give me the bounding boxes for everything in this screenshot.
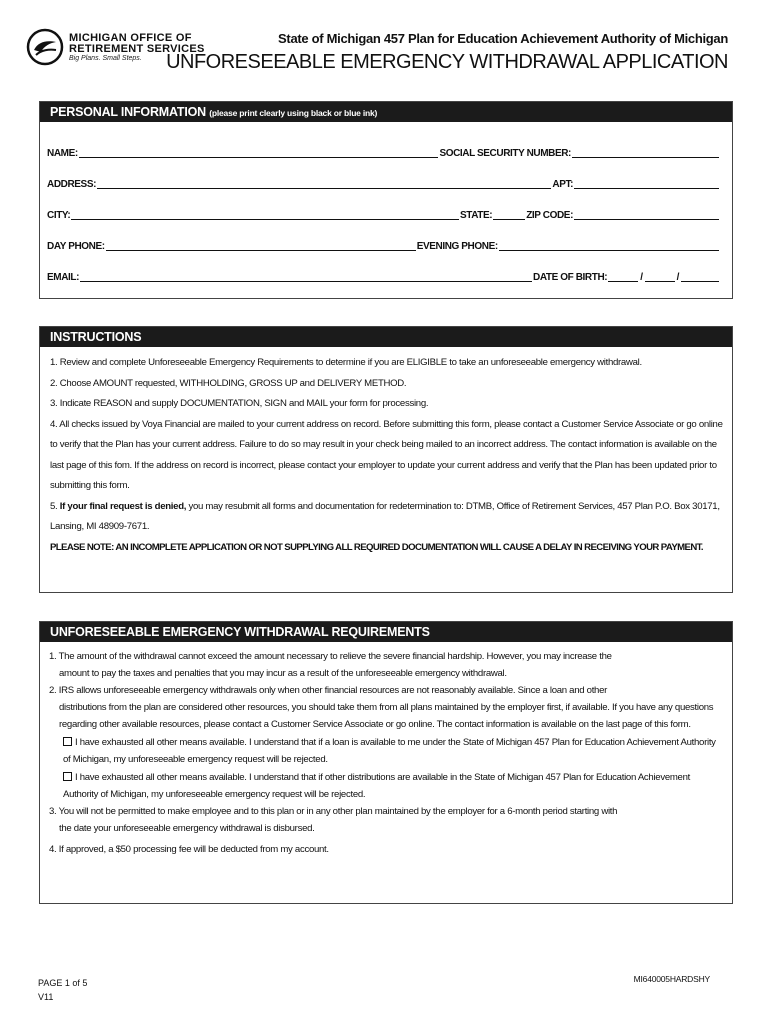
form-title: UNFORESEEABLE EMERGENCY WITHDRAWAL APPLICATION bbox=[166, 51, 728, 73]
dob-separator: / bbox=[640, 272, 643, 283]
city-label: CITY: bbox=[47, 210, 71, 221]
incomplete-application-note: PLEASE NOTE: AN INCOMPLETE APPLICATION OR NOT SUPPLYING ALL REQUIRED DOCUMENTATION WILL CAUSE A DELAY IN RECEIVING YOUR PAYMENT. bbox=[50, 541, 703, 553]
address-row bbox=[47, 177, 720, 191]
loan-exhausted-text: I have exhausted all other means available. I understand that if a loan is available to me under the State of Michigan 457 Plan for Education Achievement Authority of Michigan, my unforeseeable emergency request will be rejected. bbox=[63, 737, 716, 765]
requirement-item: 3. You will not be permitted to make employee and to this plan or in any other plan maintained by the employer for a 6-month period starting with bbox=[49, 806, 618, 817]
name-field[interactable] bbox=[79, 156, 439, 158]
requirement-item: 2. IRS allows unforeseeable emergency withdrawals only when other financial resources are not reasonably available. Since a loan and other bbox=[49, 685, 608, 696]
page-number: PAGE 1 of 5 bbox=[38, 978, 88, 988]
city-field[interactable] bbox=[71, 218, 459, 220]
requirement-item: 4. If approved, a $50 processing fee will be deducted from my account. bbox=[49, 844, 329, 855]
instructions-section bbox=[39, 326, 733, 593]
requirement-item-continued: distributions from the plan are considered other resources, you should take them from all plans maintained by the employer first, if available. If you have any questions regarding other available resources, please contact a Customer Service Associate or go online. The contact information is available on the last page of this form. bbox=[59, 702, 714, 730]
address-label: ADDRESS: bbox=[47, 179, 97, 190]
name-label: NAME: bbox=[47, 148, 78, 159]
dob-label: DATE OF BIRTH: bbox=[533, 272, 608, 283]
name-row bbox=[47, 146, 720, 160]
dob-month-field[interactable] bbox=[608, 280, 638, 282]
instruction-item: 2. Choose AMOUNT requested, WITHHOLDING, GROSS UP and DELIVERY METHOD. bbox=[50, 377, 407, 389]
michigan-logo-icon bbox=[26, 28, 64, 66]
evening-phone-label: EVENING PHONE: bbox=[416, 241, 498, 252]
instruction-denied-note: If your final request is denied, bbox=[59, 500, 187, 512]
instructions-heading: INSTRUCTIONS bbox=[40, 327, 732, 347]
apt-field[interactable] bbox=[574, 187, 719, 189]
requirement-item-continued: the date your unforeseeable emergency withdrawal is disbursed. bbox=[59, 823, 315, 834]
dob-year-field[interactable] bbox=[681, 280, 719, 282]
email-row bbox=[47, 270, 720, 284]
state-label: STATE: bbox=[459, 210, 493, 221]
loan-exhausted-option bbox=[49, 734, 722, 768]
instruction-item-number: 5. bbox=[50, 500, 58, 512]
state-field[interactable] bbox=[493, 218, 525, 220]
zip-field[interactable] bbox=[574, 218, 719, 220]
ssn-label: SOCIAL SECURITY NUMBER: bbox=[439, 148, 571, 159]
dob-day-field[interactable] bbox=[645, 280, 675, 282]
zip-label: ZIP CODE: bbox=[526, 210, 573, 221]
requirements-section bbox=[39, 621, 733, 904]
ssn-field[interactable] bbox=[572, 156, 719, 158]
evening-phone-field[interactable] bbox=[499, 249, 719, 251]
instruction-item: 1. Review and complete Unforeseeable Emergency Requirements to determine if you are ELIGIBLE to take an unforeseeable emergency withdrawal. bbox=[50, 357, 642, 368]
form-code: MI640005HARDSHY bbox=[633, 974, 710, 984]
logo-tagline: Big Plans. Small Steps. bbox=[69, 55, 142, 62]
personal-heading-note: (please print clearly using black or blue ink) bbox=[209, 108, 378, 118]
requirement-item: 1. The amount of the withdrawal cannot exceed the amount necessary to relieve the severe financial hardship. However, you may increase the bbox=[49, 651, 612, 662]
section-heading bbox=[40, 102, 732, 122]
email-label: EMAIL: bbox=[47, 272, 80, 283]
dob-separator: / bbox=[676, 272, 679, 283]
day-phone-label: DAY PHONE: bbox=[47, 241, 105, 252]
personal-heading: PERSONAL INFORMATION bbox=[50, 105, 206, 119]
requirements-heading: UNFORESEEABLE EMERGENCY WITHDRAWAL REQUIREMENTS bbox=[40, 622, 732, 642]
form-version: V11 bbox=[38, 992, 54, 1002]
loan-exhausted-checkbox[interactable] bbox=[63, 737, 72, 746]
page-info bbox=[38, 976, 87, 1004]
instruction-item: 3. Indicate REASON and supply DOCUMENTATION, SIGN and MAIL your form for processing. bbox=[50, 398, 429, 409]
instruction-resubmit-text: you may resubmit all forms and documentation for redetermination to: DTMB, Office of Retirement Services, 457 Plan P.O. Box 30171, Lansing, MI 48909-7671. bbox=[50, 500, 720, 532]
day-phone-field[interactable] bbox=[106, 249, 416, 251]
requirement-item-continued: amount to pay the taxes and penalties that you may incur as a result of the unforeseeable emergency withdrawal. bbox=[59, 668, 507, 679]
distributions-exhausted-option bbox=[49, 769, 722, 803]
instruction-item: 4. All checks issued by Voya Financial are mailed to your current address on record. Before submitting this form, please contact a Customer Service Associate or go online to verify that the Plan has your current address. Failure to do so may result in your check being mailed to an incorrect address. The contact information is available on the last page of this fom. If the address on record is incorrect, please contact your employer to update your current address and verify that the Plan has been updated prior to submitting this form. bbox=[50, 418, 723, 491]
apt-label: APT: bbox=[552, 179, 573, 190]
address-field[interactable] bbox=[97, 187, 551, 189]
personal-information-section bbox=[39, 101, 733, 299]
logo-line2: RETIREMENT SERVICES bbox=[69, 43, 205, 55]
logo-line1: MICHIGAN OFFICE OF bbox=[69, 32, 192, 44]
plan-title: State of Michigan 457 Plan for Education Achievement Authority of Michigan bbox=[278, 31, 728, 46]
email-field[interactable] bbox=[80, 280, 532, 282]
city-row bbox=[47, 208, 720, 222]
phone-row bbox=[47, 239, 720, 253]
distributions-exhausted-checkbox[interactable] bbox=[63, 772, 72, 781]
instruction-item bbox=[50, 497, 724, 538]
distributions-exhausted-text: I have exhausted all other means available. I understand that if other distributions are available in the State of Michigan 457 Plan for Education Achievement Authority of Michigan, my unforeseeable emergency request will be rejected. bbox=[63, 772, 690, 800]
